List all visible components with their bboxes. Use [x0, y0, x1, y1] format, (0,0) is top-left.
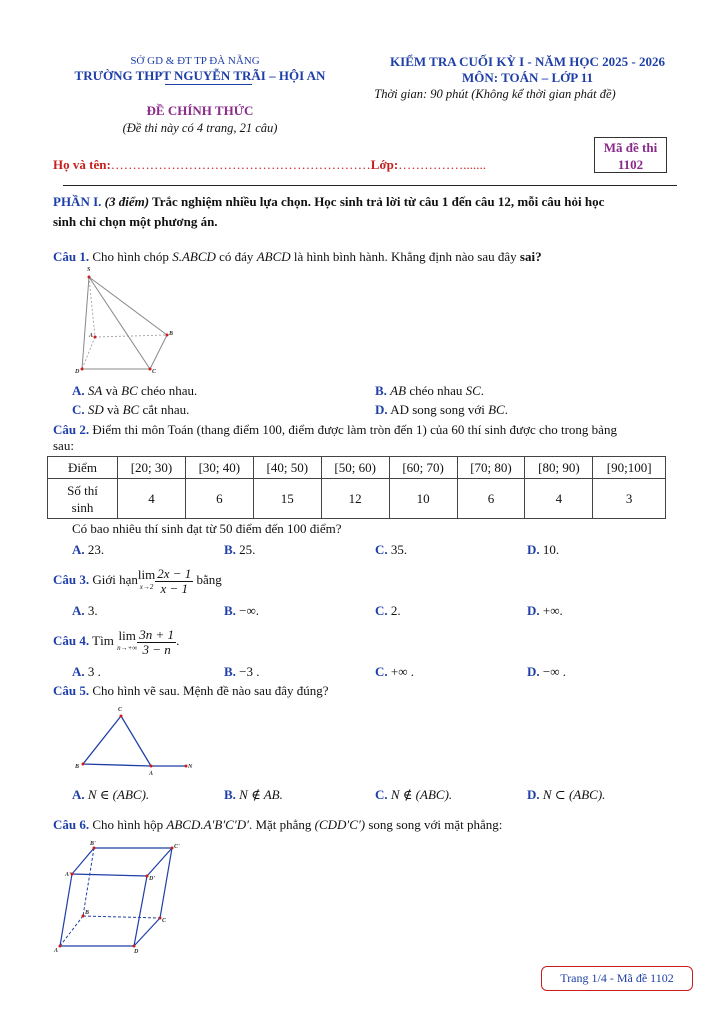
edge-SB [89, 277, 167, 335]
table-count: 4 [525, 479, 593, 519]
label-N: N [188, 764, 193, 770]
table-count: 4 [118, 479, 186, 519]
q1-emph: sai? [519, 249, 542, 264]
class-dots: ……………....... [398, 157, 486, 172]
question-2 [53, 422, 698, 454]
exam-title: KIỂM TRA CUỐI KỲ I - NĂM HỌC 2025 - 2026 [390, 54, 665, 69]
label-A: A [54, 948, 59, 954]
page-count-note: (Đề thi này có 4 trang, 21 câu) [122, 121, 278, 135]
exam-code-value: 1102 [617, 157, 644, 172]
q1-pyramid-figure [70, 263, 180, 378]
q4-fraction: $\frac{3n + 1}{3 - n}$ [139, 626, 175, 657]
q6-math2: (CDD′C′) [314, 817, 366, 832]
q6-math1: ABCD.A′B′C′D′ [166, 817, 249, 832]
name-label: Họ và tên: [53, 157, 111, 172]
q2-option-c[interactable]: C. 35. [375, 542, 408, 557]
official-label: ĐỀ CHÍNH THỨC [146, 103, 254, 118]
q5-option-b[interactable]: B. N ∉ AB. [224, 787, 283, 802]
edge-AB [95, 335, 167, 337]
label-S: S [87, 267, 91, 273]
table-head-count: Số thí sinh [48, 479, 118, 519]
table-count: 15 [253, 479, 321, 519]
edge-BC [83, 916, 160, 918]
q4-option-d[interactable]: D. −∞ . [527, 664, 566, 679]
edge-SC [89, 277, 150, 369]
q2-question: Có bao nhiêu thí sinh đạt từ 50 điểm đến 100 điểm? [72, 521, 342, 536]
school-name [50, 68, 350, 84]
q4-label: Câu 4. [53, 633, 90, 648]
edge-BA [60, 916, 83, 946]
q3-option-b[interactable]: B. −∞. [224, 603, 260, 618]
q2-text-line1: Điểm thi môn Toán (thang điểm 100, điểm được làm tròn đến 1) của 60 thí sinh được cho trong bảng [89, 422, 617, 437]
q3-limit: lim x→2 [137, 567, 156, 592]
q5-text: Cho hình vẽ sau. Mệnh đề nào sau đây đúng? [89, 683, 329, 698]
q6-box-figure [50, 838, 190, 956]
school-name-text: TRƯỜNG THPT NGUYỄN TRÃI – HỘI AN [74, 68, 326, 83]
table-count: 10 [389, 479, 457, 519]
triangle-ABC [83, 716, 151, 766]
q2-label: Câu 2. [53, 422, 90, 437]
q4-text-b: . [176, 633, 180, 648]
edge-AA [60, 874, 72, 946]
q4-limit: lim n→+∞ [117, 628, 138, 653]
department-name: SỞ GD & ĐT TP ĐÀ NẴNG [130, 55, 260, 67]
table-count: 3 [593, 479, 666, 519]
q1-option-b[interactable]: B. AB chéo nhau SC. [375, 383, 485, 398]
point-C [120, 715, 123, 718]
q2-option-b[interactable]: B. 25. [224, 542, 256, 557]
part1-title: PHẦN I. [53, 194, 102, 209]
edge-DD [134, 876, 147, 946]
header-divider [63, 185, 677, 186]
table-interval: [40; 50) [253, 457, 321, 479]
question-4 [53, 624, 179, 658]
point-D [133, 945, 136, 948]
edge-SD [82, 277, 89, 369]
q4-option-c[interactable]: C. +∞ . [375, 664, 414, 679]
student-info-line [53, 157, 486, 173]
q1-label: Câu 1. [53, 249, 90, 264]
edge-CB [150, 335, 167, 369]
label-C: C [162, 918, 167, 924]
label-D1: D' [149, 876, 155, 882]
question-3 [53, 563, 222, 597]
q3-option-a[interactable]: A. 3. [72, 603, 98, 618]
part1-heading [53, 192, 698, 232]
q4-option-a[interactable]: A. 3 . [72, 664, 101, 679]
q1-option-d[interactable]: D. AD song song với BC. [375, 402, 508, 417]
q3-text-a: Giới hạn [89, 572, 138, 587]
label-C: C [118, 707, 123, 713]
q3-label: Câu 3. [53, 572, 90, 587]
q6-label: Câu 6. [53, 817, 90, 832]
table-count: 6 [457, 479, 525, 519]
point-A1 [71, 873, 74, 876]
point-A [150, 765, 153, 768]
point-B [82, 763, 85, 766]
label-B: B [85, 910, 90, 916]
q3-text-b: bằng [193, 572, 222, 587]
q6-text-a: Cho hình hộp [89, 817, 167, 832]
school-underline [165, 84, 252, 85]
exam-code-label: Mã đề thi [603, 140, 658, 155]
q4-text-a: Tìm [89, 633, 118, 648]
q2-option-a[interactable]: A. 23. [72, 542, 105, 557]
table-row [48, 479, 666, 519]
table-interval: [70; 80) [457, 457, 525, 479]
q2-option-d[interactable]: D. 10. [527, 542, 560, 557]
class-label: Lớp: [370, 157, 399, 172]
q3-option-d[interactable]: D. +∞. [527, 603, 563, 618]
label-D: D [75, 369, 80, 375]
q6-text-c: song song với mặt phẳng: [365, 817, 503, 832]
table-row [48, 457, 666, 479]
q1-option-c[interactable]: C. SD và BC cắt nhau. [72, 402, 190, 417]
part1-desc-line2: sinh chỉ chọn một phương án. [53, 214, 218, 229]
label-B: B [169, 331, 174, 337]
table-interval: [20; 30) [118, 457, 186, 479]
label-C1: C' [174, 844, 180, 850]
table-count: 6 [185, 479, 253, 519]
question-6 [53, 817, 502, 833]
part1-desc-line1: Trắc nghiệm nhiều lựa chọn. Học sinh trả lời từ câu 1 đến câu 12, mỗi câu hỏi học [149, 194, 605, 209]
point-D [81, 368, 84, 371]
face-top [72, 848, 172, 876]
table-interval: [50; 60) [321, 457, 389, 479]
table-count: 12 [321, 479, 389, 519]
q1-math2: ABCD [256, 249, 291, 264]
exam-code-box [594, 137, 667, 173]
q6-text-b: . Mặt phẳng [248, 817, 315, 832]
question-5 [53, 683, 329, 699]
label-B: B [75, 764, 80, 770]
point-A [59, 945, 62, 948]
q5-label: Câu 5. [53, 683, 90, 698]
table-interval: [60; 70) [389, 457, 457, 479]
q1-text-a: Cho hình chóp [89, 249, 173, 264]
q3-option-c[interactable]: C. 2. [375, 603, 401, 618]
exam-time: Thời gian: 90 phút (Không kể thời gian phát đề) [374, 87, 616, 101]
q1-text-b: có đáy [215, 249, 257, 264]
label-B1: B' [90, 841, 96, 847]
table-interval: [80; 90) [525, 457, 593, 479]
q5-option-a[interactable]: A. N ∈ (ABC). [72, 787, 150, 802]
q5-option-d[interactable]: D. N ⊂ (ABC). [527, 787, 606, 802]
edge-SA [89, 277, 95, 337]
label-C: C [152, 369, 157, 375]
point-S [88, 276, 91, 279]
label-A: A [149, 771, 154, 776]
q2-text-line2: sau: [53, 438, 74, 453]
q1-math1: S.ABCD [172, 249, 216, 264]
label-D: D [134, 949, 139, 955]
table-interval: [90;100] [593, 457, 666, 479]
point-A [94, 336, 97, 339]
q5-triangle-figure [70, 704, 200, 776]
table-head-score: Điểm [48, 457, 118, 479]
table-interval: [30; 40) [185, 457, 253, 479]
page-footer: Trang 1/4 - Mã đề 1102 [541, 966, 693, 991]
q3-fraction: $\frac{2x - 1}{x - 1}$ [157, 565, 192, 596]
q5-option-c[interactable]: C. N ∉ (ABC). [375, 787, 453, 802]
score-distribution-table [47, 456, 666, 519]
name-dots: …………………………………………………… [110, 157, 371, 172]
q1-option-a[interactable]: A. SA và BC chéo nhau. [72, 383, 198, 398]
label-A1: A' [65, 872, 71, 878]
label-A: A [89, 333, 94, 339]
q1-text-c: là hình bình hành. Khẳng định nào sau đây [290, 249, 520, 264]
q4-option-b[interactable]: B. −3 . [224, 664, 260, 679]
part1-points: (3 điểm) [104, 194, 150, 209]
exam-subject: MÔN: TOÁN – LỚP 11 [462, 70, 593, 85]
edge-CC [160, 848, 172, 918]
